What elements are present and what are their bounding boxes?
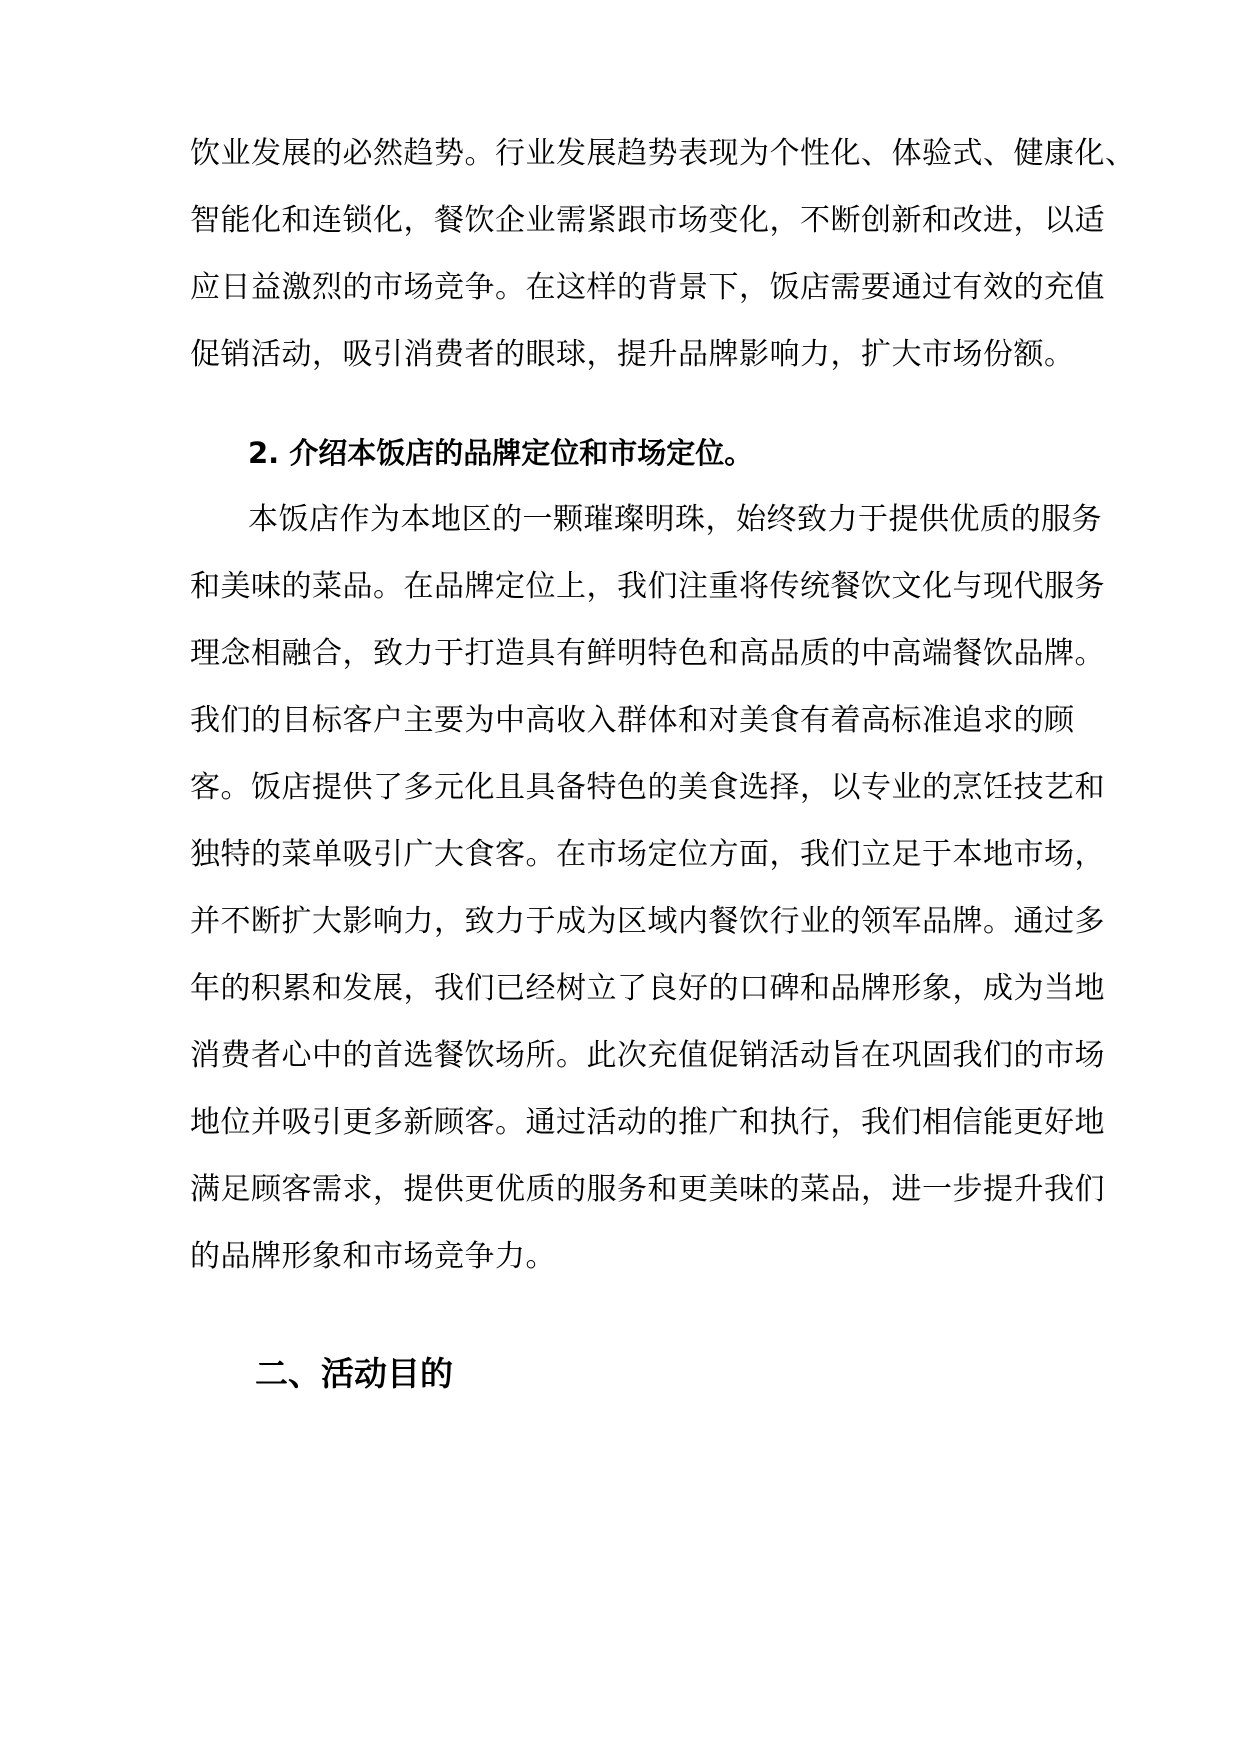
- paragraph-line: 促销活动，吸引消费者的眼球，提升品牌影响力，扩大市场份额。: [190, 337, 1075, 372]
- paragraph-line: 饮业发展的必然趋势。行业发展趋势表现为个性化、体验式、健康化、: [190, 136, 1136, 171]
- section-heading: 二、活动目的: [255, 1354, 453, 1393]
- paragraph-line: 智能化和连锁化，餐饮企业需紧跟市场变化，不断创新和改进，以适: [190, 203, 1105, 238]
- paragraph-line: 客。饭店提供了多元化且具备特色的美食选择，以专业的烹饪技艺和: [190, 770, 1105, 805]
- paragraph-line: 独特的菜单吸引广大食客。在市场定位方面，我们立足于本地市场，: [190, 837, 1105, 872]
- paragraph-line: 理念相融合，致力于打造具有鲜明特色和高品质的中高端餐饮品牌。: [190, 636, 1105, 671]
- paragraph-line: 地位并吸引更多新顾客。通过活动的推广和执行，我们相信能更好地: [190, 1105, 1105, 1140]
- paragraph-line: 我们的目标客户主要为中高收入群体和对美食有着高标准追求的顾: [190, 703, 1075, 738]
- paragraph-line: 并不断扩大影响力，致力于成为区域内餐饮行业的领军品牌。通过多: [190, 904, 1105, 939]
- subheading: 2. 介绍本饭店的品牌定位和市场定位。: [248, 436, 754, 470]
- paragraph-line: 消费者心中的首选餐饮场所。此次充值促销活动旨在巩固我们的市场: [190, 1038, 1105, 1073]
- paragraph-line: 的品牌形象和市场竞争力。: [190, 1239, 556, 1274]
- paragraph-line: 应日益激烈的市场竞争。在这样的背景下，饭店需要通过有效的充值: [190, 270, 1105, 305]
- paragraph-line: 和美味的菜品。在品牌定位上，我们注重将传统餐饮文化与现代服务: [190, 569, 1105, 604]
- paragraph-line: 本饭店作为本地区的一颗璀璨明珠，始终致力于提供优质的服务: [248, 502, 1102, 537]
- paragraph-line: 年的积累和发展，我们已经树立了良好的口碑和品牌形象，成为当地: [190, 971, 1105, 1006]
- paragraph-line: 满足顾客需求，提供更优质的服务和更美味的菜品，进一步提升我们: [190, 1172, 1105, 1207]
